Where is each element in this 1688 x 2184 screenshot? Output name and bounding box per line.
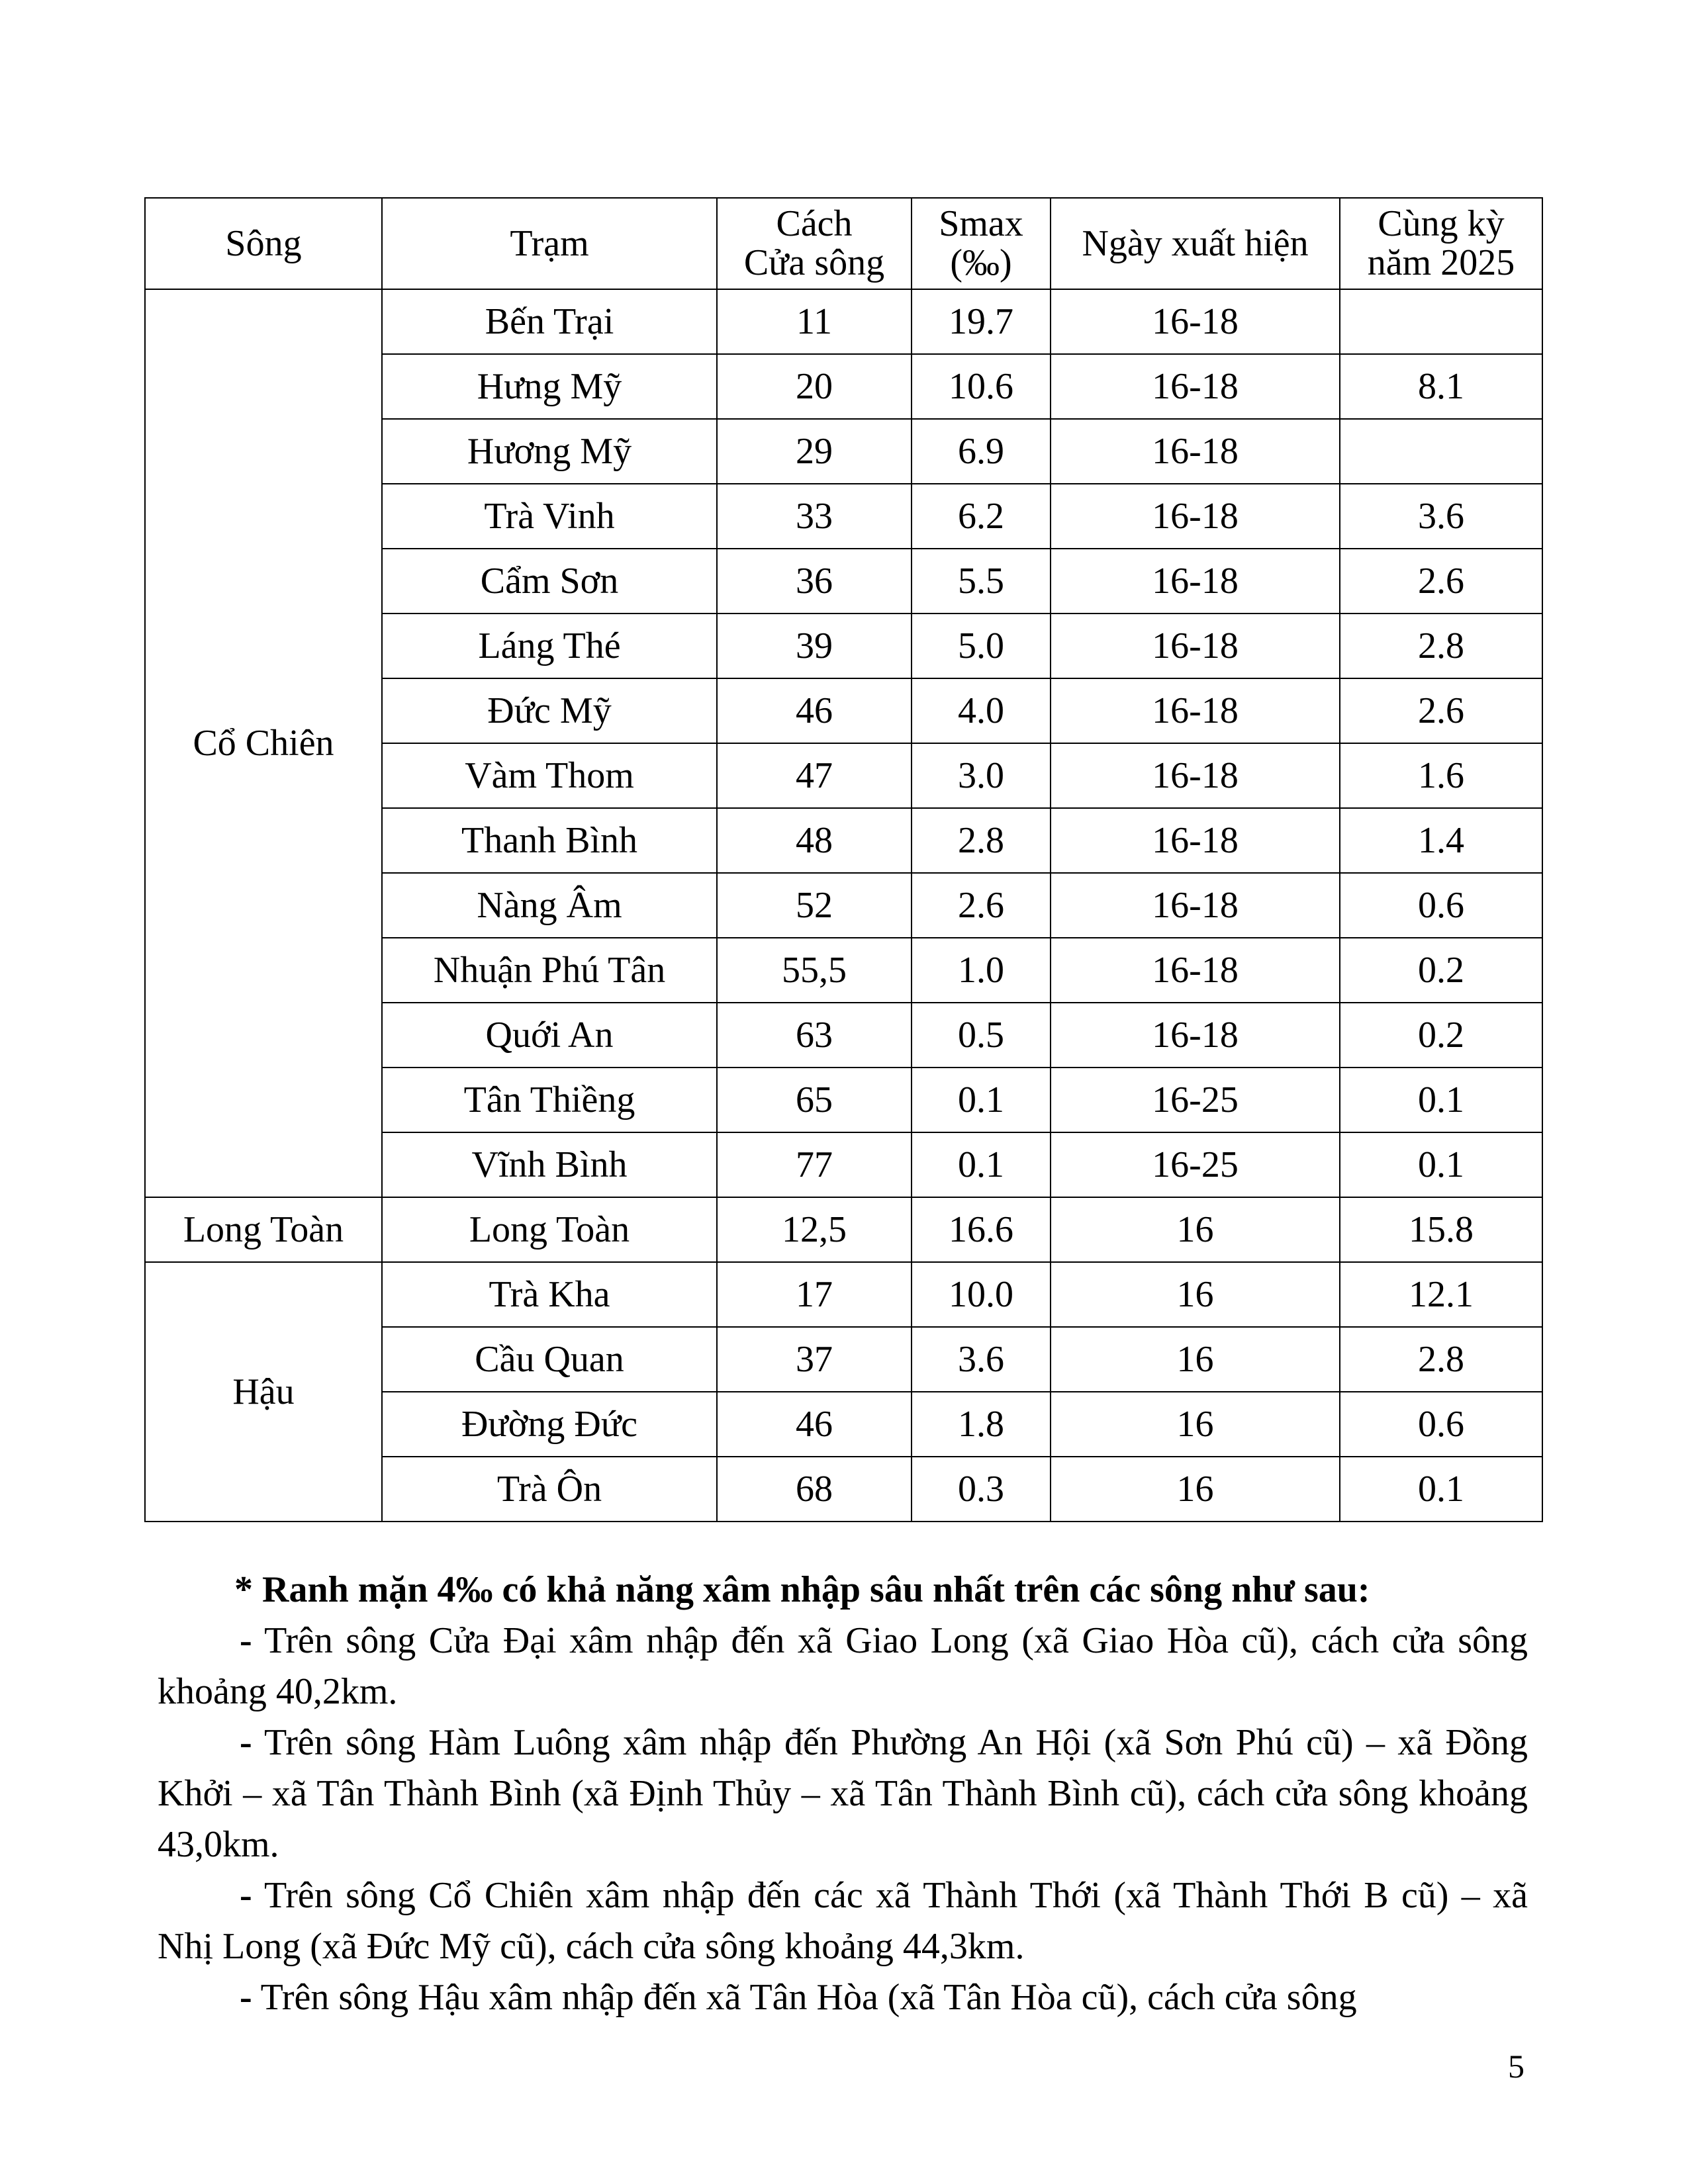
river-cell: Hậu — [145, 1262, 382, 1522]
header-river: Sông — [145, 198, 382, 289]
distance-cell: 12,5 — [717, 1197, 912, 1262]
smax-cell: 2.8 — [912, 808, 1051, 873]
station-cell: Trà Ôn — [382, 1457, 717, 1522]
distance-cell: 36 — [717, 549, 912, 614]
same-period-cell: 0.1 — [1340, 1132, 1542, 1197]
table-body — [145, 289, 1542, 1522]
distance-cell: 37 — [717, 1327, 912, 1392]
date-cell: 16-18 — [1051, 938, 1340, 1003]
same-period-cell: 2.6 — [1340, 549, 1542, 614]
note-item — [158, 1717, 1528, 1870]
station-cell: Tân Thiềng — [382, 1068, 717, 1132]
date-cell: 16-18 — [1051, 1003, 1340, 1068]
salinity-table — [144, 197, 1543, 1522]
smax-cell: 0.1 — [912, 1132, 1051, 1197]
smax-cell: 0.5 — [912, 1003, 1051, 1068]
header-same-period-line2: năm 2025 — [1367, 242, 1515, 283]
distance-cell: 39 — [717, 614, 912, 678]
note-item-text: Trên sông Cổ Chiên xâm nhập đến các xã Thành Thới (xã Thành Thới B cũ) – xã Nhị Long (xã Đức Mỹ cũ), cách cửa sông khoảng 44,3km. — [158, 1875, 1528, 1967]
date-cell: 16 — [1051, 1392, 1340, 1457]
same-period-cell: 15.8 — [1340, 1197, 1542, 1262]
note-item-bullet: - — [240, 1620, 252, 1661]
header-distance-line1: Cách — [776, 203, 853, 245]
same-period-cell: 12.1 — [1340, 1262, 1542, 1327]
same-period-cell: 8.1 — [1340, 354, 1542, 419]
note-item — [158, 1615, 1528, 1717]
note-item-text: Trên sông Cửa Đại xâm nhập đến xã Giao Long (xã Giao Hòa cũ), cách cửa sông khoảng 40,2km. — [158, 1620, 1528, 1712]
station-cell: Trà Kha — [382, 1262, 717, 1327]
distance-cell: 65 — [717, 1068, 912, 1132]
smax-cell: 1.8 — [912, 1392, 1051, 1457]
header-smax-line2: (‰) — [950, 242, 1012, 283]
distance-cell: 17 — [717, 1262, 912, 1327]
same-period-cell: 3.6 — [1340, 484, 1542, 549]
date-cell: 16-18 — [1051, 289, 1340, 354]
same-period-cell: 2.8 — [1340, 614, 1542, 678]
same-period-cell — [1340, 289, 1542, 354]
smax-cell: 6.9 — [912, 419, 1051, 484]
date-cell: 16-18 — [1051, 484, 1340, 549]
distance-cell: 63 — [717, 1003, 912, 1068]
same-period-cell: 2.6 — [1340, 678, 1542, 743]
station-cell: Hưng Mỹ — [382, 354, 717, 419]
station-cell: Láng Thé — [382, 614, 717, 678]
distance-cell: 46 — [717, 1392, 912, 1457]
date-cell: 16-18 — [1051, 354, 1340, 419]
date-cell: 16-18 — [1051, 743, 1340, 808]
date-cell: 16-18 — [1051, 873, 1340, 938]
station-cell: Nàng Âm — [382, 873, 717, 938]
station-cell: Vĩnh Bình — [382, 1132, 717, 1197]
header-row — [145, 198, 1542, 289]
smax-cell: 0.1 — [912, 1068, 1051, 1132]
distance-cell: 11 — [717, 289, 912, 354]
distance-cell: 47 — [717, 743, 912, 808]
smax-cell: 19.7 — [912, 289, 1051, 354]
smax-cell: 6.2 — [912, 484, 1051, 549]
table-header — [145, 198, 1542, 289]
smax-cell: 4.0 — [912, 678, 1051, 743]
same-period-cell — [1340, 419, 1542, 484]
distance-cell: 48 — [717, 808, 912, 873]
notes-section — [158, 1565, 1528, 2023]
same-period-cell: 0.2 — [1340, 1003, 1542, 1068]
smax-cell: 0.3 — [912, 1457, 1051, 1522]
date-cell: 16-18 — [1051, 549, 1340, 614]
header-same-period — [1340, 198, 1542, 289]
distance-cell: 46 — [717, 678, 912, 743]
date-cell: 16-25 — [1051, 1068, 1340, 1132]
note-item — [158, 1870, 1528, 1972]
same-period-cell: 1.4 — [1340, 808, 1542, 873]
station-cell: Thanh Bình — [382, 808, 717, 873]
station-cell: Quới An — [382, 1003, 717, 1068]
table-row — [145, 1197, 1542, 1262]
station-cell: Cẩm Sơn — [382, 549, 717, 614]
distance-cell: 33 — [717, 484, 912, 549]
header-same-period-line1: Cùng kỳ — [1378, 203, 1505, 245]
station-cell: Nhuận Phú Tân — [382, 938, 717, 1003]
station-cell: Cầu Quan — [382, 1327, 717, 1392]
date-cell: 16-18 — [1051, 808, 1340, 873]
river-cell: Long Toàn — [145, 1197, 382, 1262]
date-cell: 16 — [1051, 1457, 1340, 1522]
note-item-bullet: - — [240, 1977, 252, 2018]
river-cell: Cổ Chiên — [145, 289, 382, 1197]
header-smax-line1: Smax — [939, 203, 1023, 245]
same-period-cell: 0.6 — [1340, 873, 1542, 938]
date-cell: 16-18 — [1051, 614, 1340, 678]
same-period-cell: 0.2 — [1340, 938, 1542, 1003]
smax-cell: 5.5 — [912, 549, 1051, 614]
table-row — [145, 1262, 1542, 1327]
notes-heading: * Ranh mặn 4‰ có khả năng xâm nhập sâu nhất trên các sông như sau: — [234, 1569, 1370, 1610]
date-cell: 16-25 — [1051, 1132, 1340, 1197]
station-cell: Vàm Thom — [382, 743, 717, 808]
station-cell: Bến Trại — [382, 289, 717, 354]
distance-cell: 68 — [717, 1457, 912, 1522]
same-period-cell: 0.1 — [1340, 1068, 1542, 1132]
date-cell: 16-18 — [1051, 419, 1340, 484]
smax-cell: 1.0 — [912, 938, 1051, 1003]
smax-cell: 3.0 — [912, 743, 1051, 808]
note-item-bullet: - — [240, 1722, 252, 1763]
note-item — [158, 1972, 1528, 2023]
header-distance — [717, 198, 912, 289]
note-item-text: Trên sông Hậu xâm nhập đến xã Tân Hòa (xã Tân Hòa cũ), cách cửa sông — [252, 1977, 1357, 2018]
distance-cell: 52 — [717, 873, 912, 938]
smax-cell: 10.6 — [912, 354, 1051, 419]
note-item-text: Trên sông Hàm Luông xâm nhập đến Phường An Hội (xã Sơn Phú cũ) – xã Đồng Khởi – xã Tân Thành Bình (xã Định Thủy – xã Tân Thành Bình cũ), cách cửa sông khoảng 43,0km. — [158, 1722, 1528, 1865]
table-row — [145, 289, 1542, 354]
header-date: Ngày xuất hiện — [1051, 198, 1340, 289]
same-period-cell: 0.1 — [1340, 1457, 1542, 1522]
station-cell: Trà Vinh — [382, 484, 717, 549]
same-period-cell: 0.6 — [1340, 1392, 1542, 1457]
smax-cell: 5.0 — [912, 614, 1051, 678]
station-cell: Long Toàn — [382, 1197, 717, 1262]
smax-cell: 16.6 — [912, 1197, 1051, 1262]
smax-cell: 2.6 — [912, 873, 1051, 938]
distance-cell: 20 — [717, 354, 912, 419]
distance-cell: 77 — [717, 1132, 912, 1197]
station-cell: Hương Mỹ — [382, 419, 717, 484]
header-distance-line2: Cửa sông — [743, 242, 885, 283]
station-cell: Đức Mỹ — [382, 678, 717, 743]
same-period-cell: 2.8 — [1340, 1327, 1542, 1392]
date-cell: 16 — [1051, 1262, 1340, 1327]
header-station: Trạm — [382, 198, 717, 289]
smax-cell: 3.6 — [912, 1327, 1051, 1392]
date-cell: 16 — [1051, 1327, 1340, 1392]
page-number: 5 — [1508, 2048, 1524, 2085]
header-smax — [912, 198, 1051, 289]
smax-cell: 10.0 — [912, 1262, 1051, 1327]
date-cell: 16-18 — [1051, 678, 1340, 743]
note-item-bullet: - — [240, 1875, 252, 1916]
distance-cell: 55,5 — [717, 938, 912, 1003]
distance-cell: 29 — [717, 419, 912, 484]
date-cell: 16 — [1051, 1197, 1340, 1262]
station-cell: Đường Đức — [382, 1392, 717, 1457]
same-period-cell: 1.6 — [1340, 743, 1542, 808]
